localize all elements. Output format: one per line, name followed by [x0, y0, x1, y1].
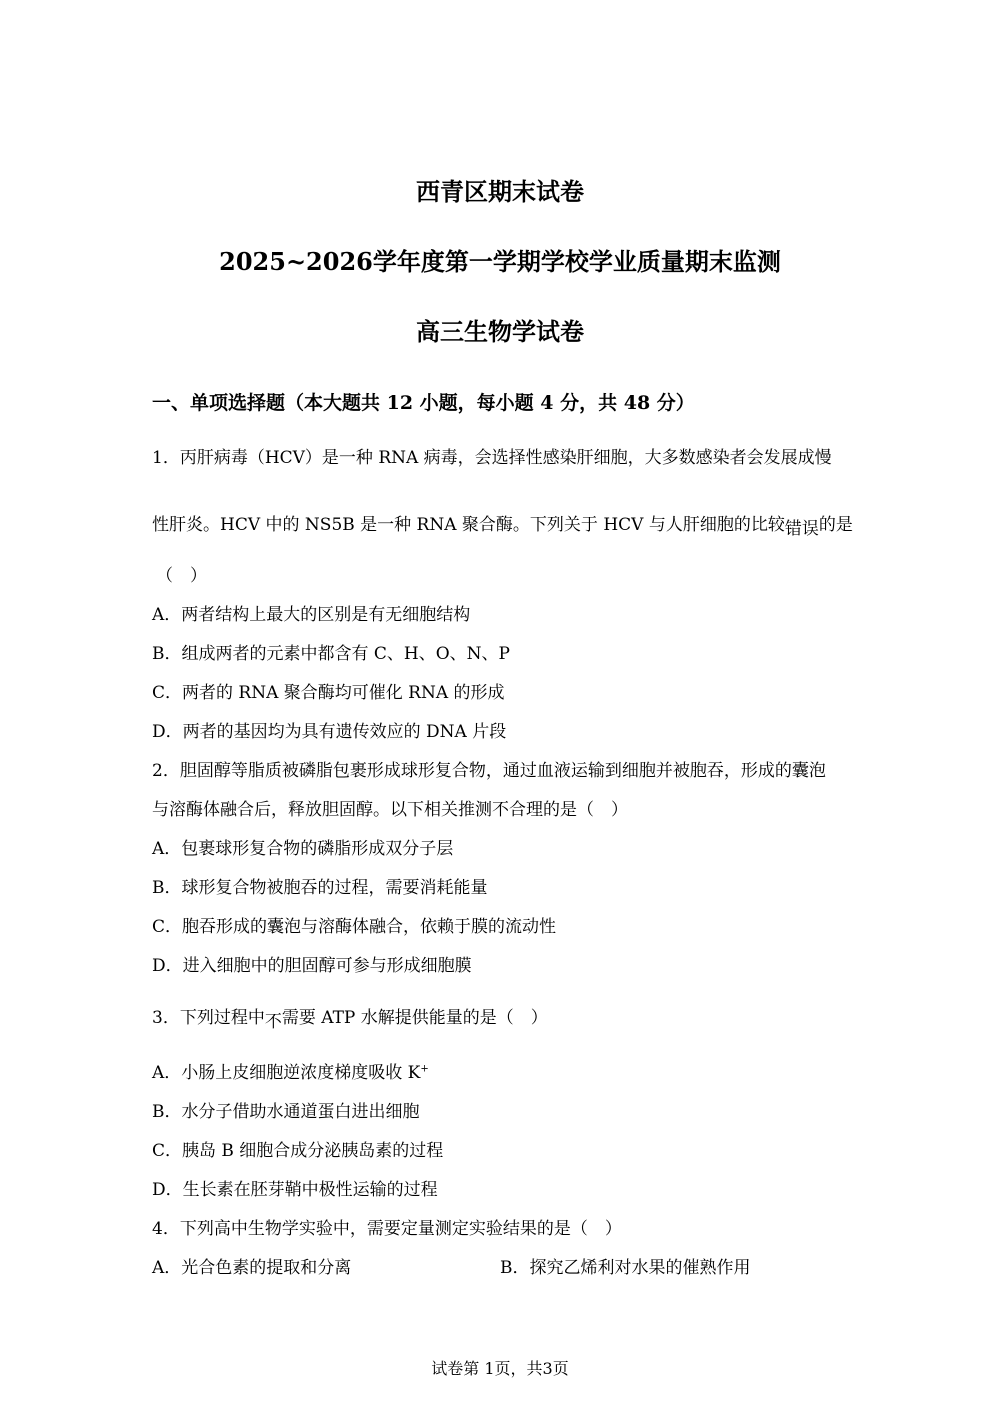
question-3-option-a: [152, 1058, 429, 1083]
superscript-plus: +: [420, 1063, 429, 1075]
question-3-option-b: B．水分子借助水通道蛋白进出细胞: [152, 1102, 420, 1122]
question-1-emphasis: 错误: [784, 519, 819, 539]
question-3-emphasis: 不: [264, 1012, 282, 1032]
question-3-text-part: 3．下列过程中: [152, 1008, 265, 1028]
question-4-option-b: B．探究乙烯利对水果的催熟作用: [500, 1258, 751, 1278]
question-1-text-part: 的是: [818, 515, 853, 535]
question-1-text-part: 性肝炎。HCV 中的 NS5B 是一种 RNA 聚合酶。下列关于 HCV 与人肝细胞的比较: [152, 515, 785, 535]
question-2-text: 2．胆固醇等脂质被磷脂包裹形成球形复合物，通过血液运输到细胞并被胞吞，形成的囊泡: [152, 761, 826, 781]
question-3-option-c: C．胰岛 B 细胞合成分泌胰岛素的过程: [152, 1141, 444, 1161]
question-3-option-a-text: A．小肠上皮细胞逆浓度梯度吸收 K: [152, 1063, 421, 1083]
question-2-option-c: C．胞吞形成的囊泡与溶酶体融合，依赖于膜的流动性: [152, 917, 557, 937]
exam-subtitle: 2025~2026学年度第一学期学校学业质量期末监测: [219, 247, 781, 276]
question-3-option-d: D．生长素在胚芽鞘中极性运输的过程: [152, 1180, 438, 1200]
question-1-option-c: C．两者的 RNA 聚合酶均可催化 RNA 的形成: [152, 683, 505, 703]
question-1-option-d: D．两者的基因均为具有遗传效应的 DNA 片段: [152, 722, 507, 742]
question-3-text: [152, 1003, 548, 1032]
question-4-text: 4．下列高中生物学实验中，需要定量测定实验结果的是（ ）: [152, 1219, 622, 1239]
question-2-option-a: A．包裹球形复合物的磷脂形成双分子层: [152, 839, 454, 859]
question-1-text: 1．丙肝病毒（HCV）是一种 RNA 病毒，会选择性感染肝细胞，大多数感染者会发展成慢: [152, 448, 832, 468]
question-1-answer-blank: （ ）: [156, 566, 207, 586]
section-heading: 一、单项选择题（本大题共 12 小题，每小题 4 分，共 48 分）: [152, 392, 695, 414]
question-2-option-d: D．进入细胞中的胆固醇可参与形成细胞膜: [152, 956, 472, 976]
question-2-option-b: B．球形复合物被胞吞的过程，需要消耗能量: [152, 878, 488, 898]
exam-title: 西青区期末试卷: [416, 177, 584, 206]
question-2-text-continued: 与溶酶体融合后，释放胆固醇。以下相关推测不合理的是（ ）: [152, 800, 628, 820]
page-footer: 试卷第 1页，共3页: [431, 1359, 569, 1378]
question-1-option-a: A．两者结构上最大的区别是有无细胞结构: [152, 605, 471, 625]
exam-course-title: 高三生物学试卷: [416, 317, 584, 346]
question-4-option-a: A．光合色素的提取和分离: [152, 1258, 352, 1278]
question-1-option-b: B．组成两者的元素中都含有 C、H、O、N、P: [152, 644, 510, 664]
question-1-text-continued: [152, 510, 853, 539]
question-3-text-part: 需要 ATP 水解提供能量的是（ ）: [281, 1008, 548, 1028]
